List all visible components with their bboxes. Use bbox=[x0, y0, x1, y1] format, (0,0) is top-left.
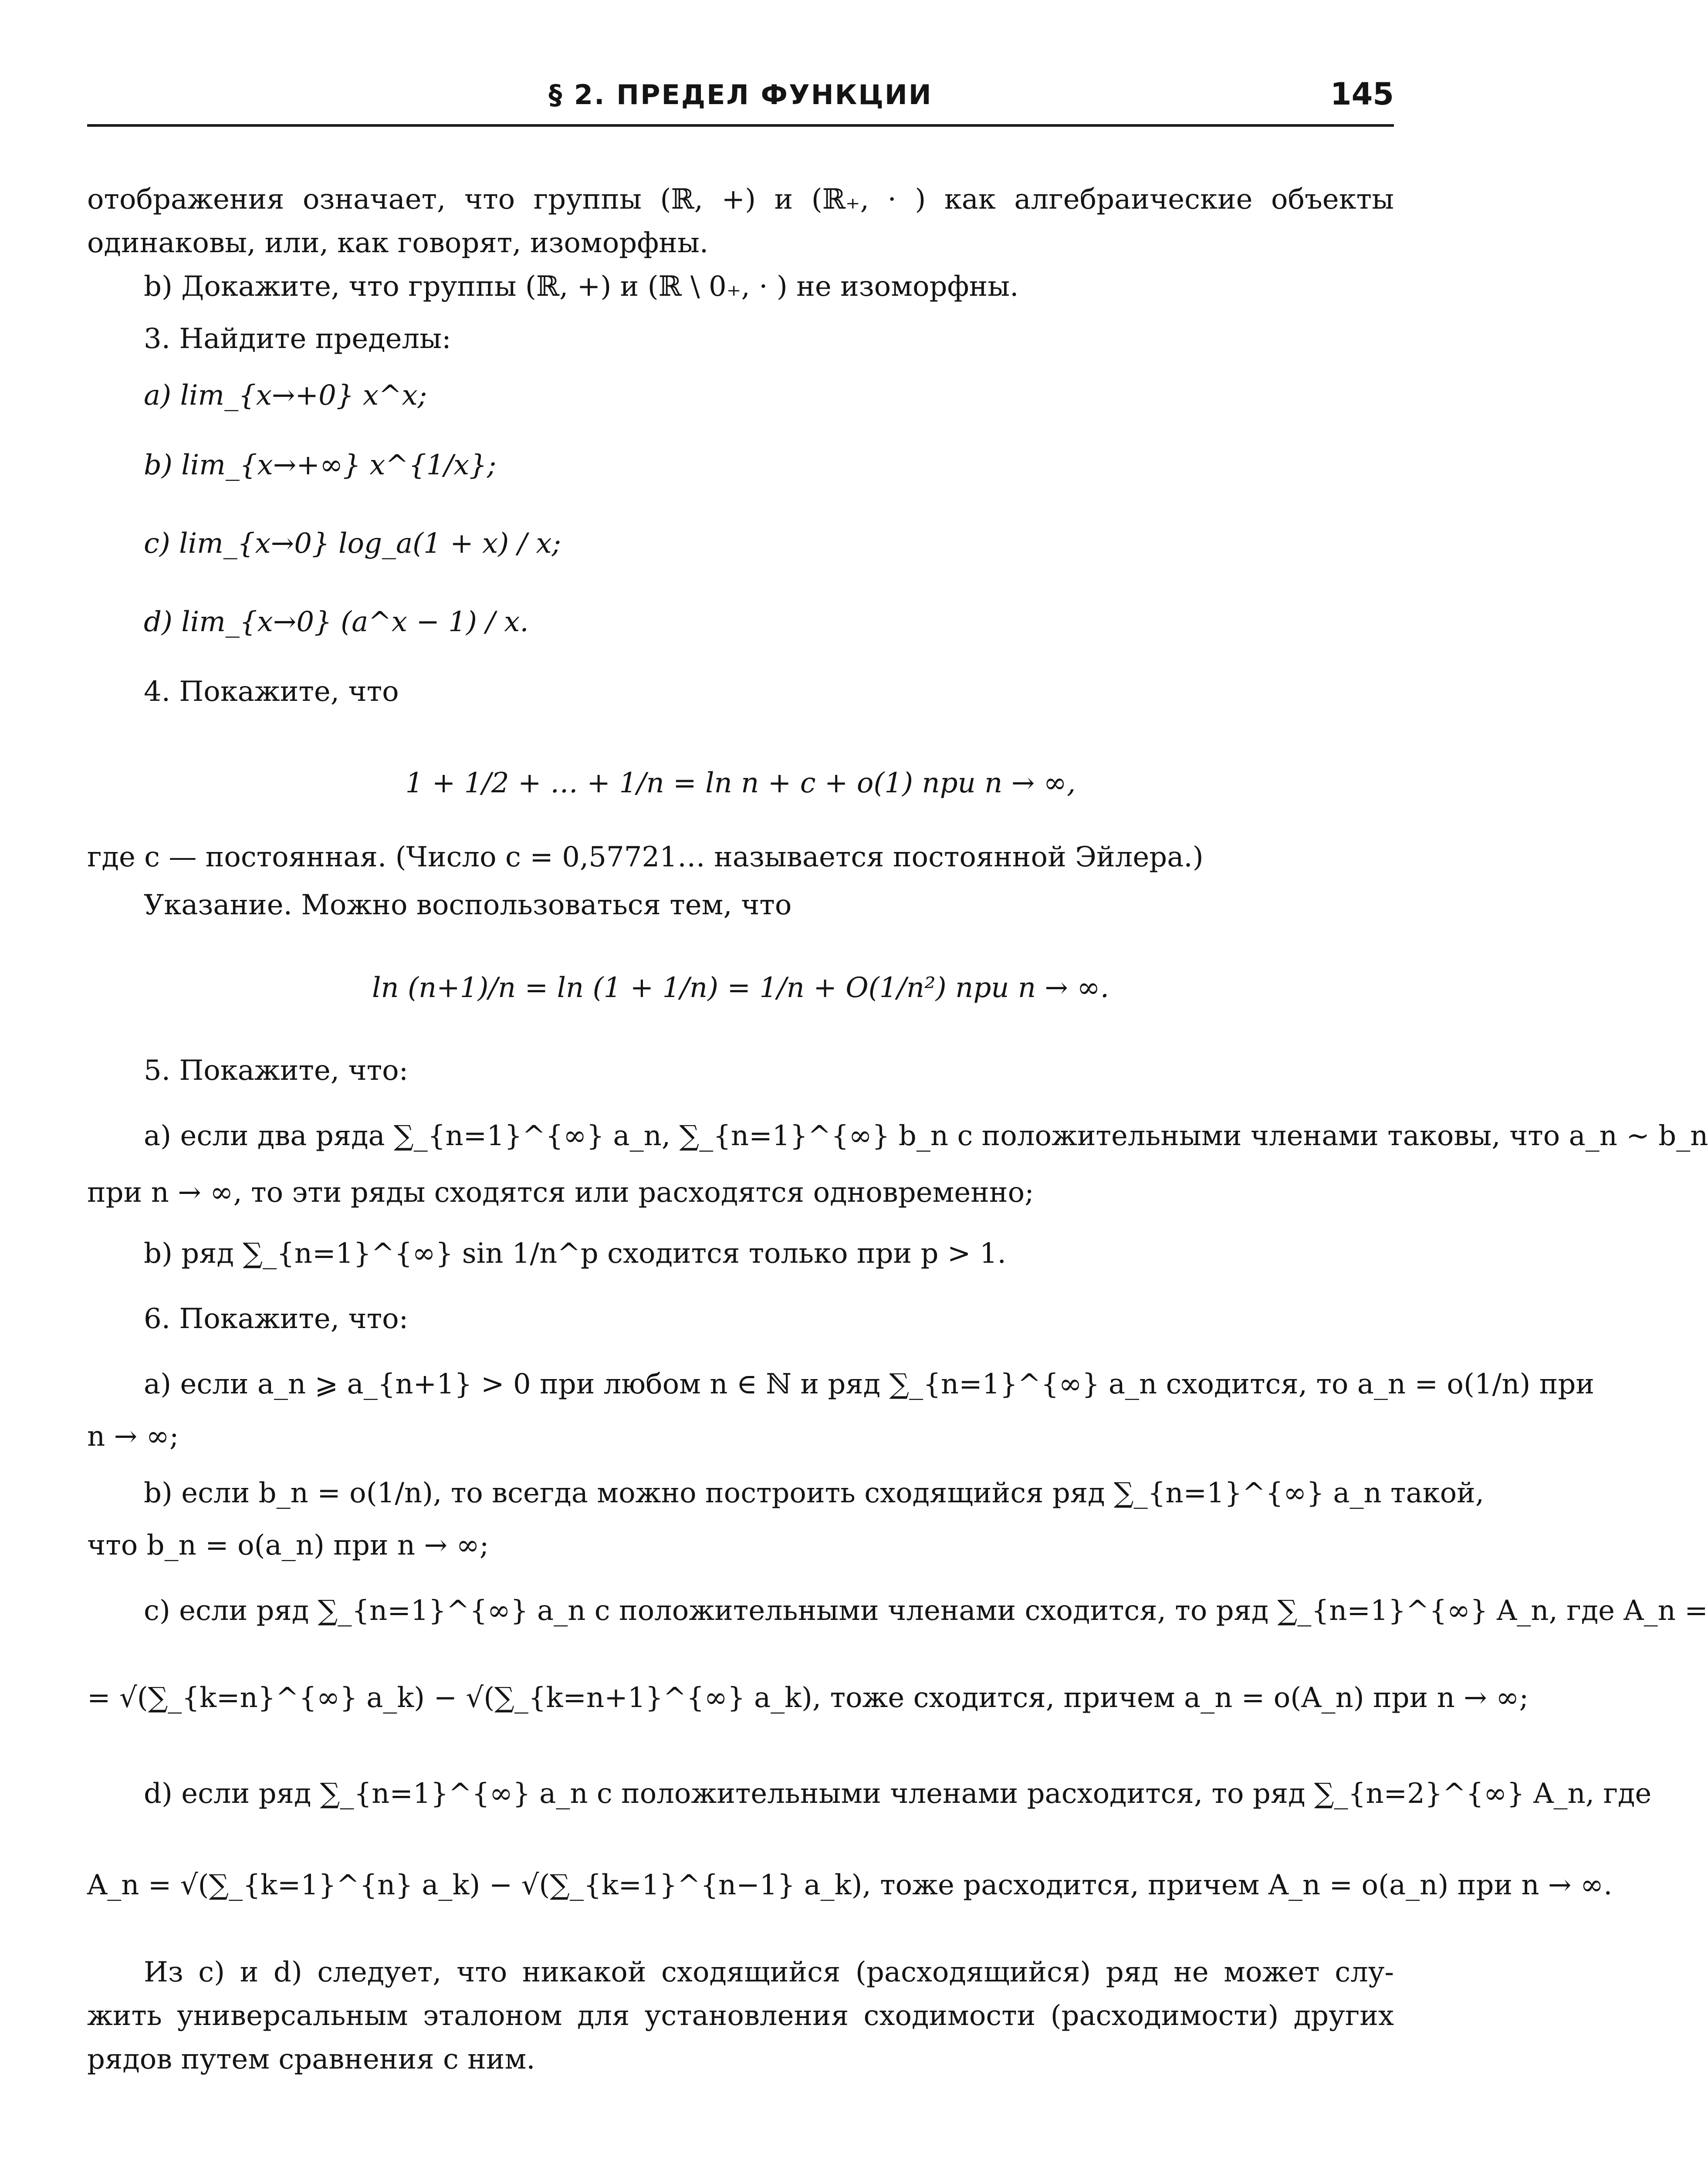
text-line: c) если ряд ∑_{n=1}^{∞} a_n с положительными членами сходится, то ряд ∑_{n=1}^{∞} A_n, где A_n = bbox=[144, 1595, 1708, 1627]
section-title: § 2. ПРЕДЕЛ ФУНКЦИИ bbox=[548, 79, 933, 111]
problem-heading: 6. Покажите, что: bbox=[144, 1303, 409, 1335]
formula-line: d) lim_{x→0} (a^x − 1) / x. bbox=[144, 606, 529, 638]
text-line: что b_n = o(a_n) при n → ∞; bbox=[87, 1529, 489, 1562]
text-line: A_n = √(∑_{k=1}^{n} a_k) − √(∑_{k=1}^{n−1} a_k), тоже расходится, причем A_n = o(a_n) при n → ∞. bbox=[87, 1869, 1613, 1901]
text-line: отображения означает, что группы (ℝ, +) и (ℝ₊, · ) как алгебраические объекты bbox=[87, 183, 1394, 216]
text-line: где c — постоянная. (Число c = 0,57721… называется постоянной Эйлера.) bbox=[87, 841, 1204, 873]
text-line: n → ∞; bbox=[87, 1420, 179, 1453]
text-line: b) Докажите, что группы (ℝ, +) и (ℝ \ 0₊, · ) не изоморфны. bbox=[144, 270, 1019, 303]
formula-line: b) lim_{x→+∞} x^{1/x}; bbox=[144, 449, 497, 481]
text-line: одинаковы, или, как говорят, изоморфны. bbox=[87, 227, 709, 259]
page-number: 145 bbox=[1330, 76, 1394, 112]
problem-heading: 5. Покажите, что: bbox=[144, 1055, 409, 1087]
problem-heading: 4. Покажите, что bbox=[144, 676, 399, 708]
text-line: Из c) и d) следует, что никакой сходящийся (расходящийся) ряд не может слу- bbox=[144, 1956, 1394, 1988]
text-line: b) ряд ∑_{n=1}^{∞} sin 1/n^p сходится только при p > 1. bbox=[144, 1237, 1006, 1270]
display-formula: 1 + 1/2 + … + 1/n = ln n + c + o(1) при n → ∞, bbox=[405, 767, 1076, 799]
text-line: = √(∑_{k=n}^{∞} a_k) − √(∑_{k=n+1}^{∞} a_k), тоже сходится, причем a_n = o(A_n) при n → ∞; bbox=[87, 1682, 1529, 1714]
text-line: жить универсальным эталоном для установления сходимости (расходимости) других bbox=[87, 2000, 1394, 2032]
display-formula: ln (n+1)/n = ln (1 + 1/n) = 1/n + O(1/n²) при n → ∞. bbox=[372, 972, 1109, 1004]
hint-line: Указание. Можно воспользоваться тем, что bbox=[144, 889, 792, 921]
text-line: b) если b_n = o(1/n), то всегда можно построить сходящийся ряд ∑_{n=1}^{∞} a_n такой, bbox=[144, 1477, 1485, 1509]
text-line: a) если a_n ⩾ a_{n+1} > 0 при любом n ∈ ℕ и ряд ∑_{n=1}^{∞} a_n сходится, то a_n = o(1/n) при bbox=[144, 1368, 1594, 1400]
problem-heading: 3. Найдите пределы: bbox=[144, 323, 451, 355]
running-header bbox=[87, 76, 1394, 127]
text-line: a) если два ряда ∑_{n=1}^{∞} a_n, ∑_{n=1}^{∞} b_n с положительными членами таковы, что a_n ∼ b_n bbox=[144, 1120, 1708, 1152]
text-line: рядов путем сравнения с ним. bbox=[87, 2043, 535, 2076]
text-line: при n → ∞, то эти ряды сходятся или расходятся одновременно; bbox=[87, 1176, 1034, 1209]
formula-line: c) lim_{x→0} log_a(1 + x) / x; bbox=[144, 527, 561, 560]
formula-line: a) lim_{x→+0} x^x; bbox=[144, 379, 427, 412]
text-line: d) если ряд ∑_{n=1}^{∞} a_n с положительными членами расходится, то ряд ∑_{n=2}^{∞} A_n, где bbox=[144, 1778, 1652, 1810]
